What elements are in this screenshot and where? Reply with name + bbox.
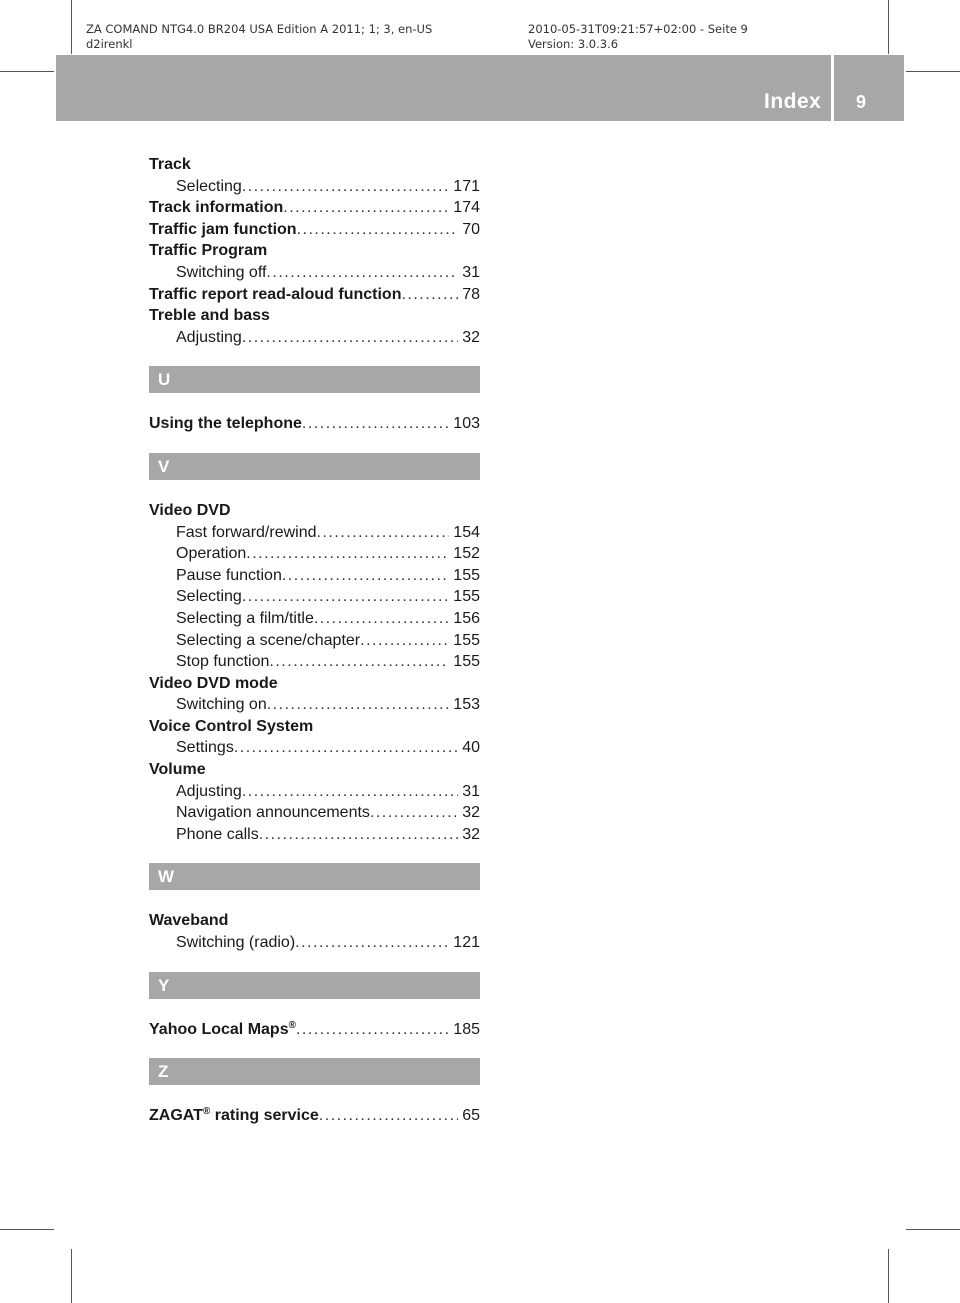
page-ref: 155 — [453, 653, 480, 671]
page-ref: 78 — [462, 285, 480, 303]
index-entry: Adjusting ..... 32 — [149, 327, 480, 349]
index-entry: Traffic jam function ..... 70 — [149, 219, 480, 241]
crop-mark — [888, 1249, 889, 1303]
index-entry: Switching on ..... 153 — [149, 694, 480, 716]
index-column — [149, 154, 480, 1127]
crop-mark — [888, 0, 889, 54]
letter-bar-z: Z — [149, 1058, 480, 1085]
index-entry: Fast forward/rewind ..... 154 — [149, 522, 480, 544]
page-ref: 185 — [453, 1020, 480, 1038]
index-entry: Traffic report read-aloud function ..... 78 — [149, 284, 480, 306]
index-heading: Track — [149, 156, 191, 173]
page-ref: 174 — [453, 199, 480, 217]
page-ref: 154 — [453, 523, 480, 541]
page-ref: 31 — [462, 263, 480, 281]
letter-bar-u: U — [149, 366, 480, 393]
index-entry: Adjusting ..... 31 — [149, 781, 480, 803]
index-entry: Using the telephone ..... 103 — [149, 413, 480, 435]
index-heading: Traffic Program — [149, 242, 268, 260]
print-meta-right — [528, 22, 748, 52]
meta-left-line1: ZA COMAND NTG4.0 BR204 USA Edition A 2011; 1; 3, en-US — [86, 22, 433, 36]
index-entry: Track information ..... 174 — [149, 197, 480, 219]
index-entry: Selecting a scene/chapter ..... 155 — [149, 630, 480, 652]
index-heading: Video DVD — [149, 501, 231, 519]
page-ref: 32 — [462, 804, 480, 822]
index-entry: Pause function ..... 155 — [149, 565, 480, 587]
index-entry: Operation ..... 152 — [149, 543, 480, 565]
index-entry: Switching off ..... 31 — [149, 262, 480, 284]
index-entry: Stop function ..... 155 — [149, 651, 480, 673]
index-heading: Treble and bass — [149, 307, 270, 325]
page-ref: 155 — [453, 588, 480, 606]
index-heading: Video DVD mode — [149, 674, 278, 692]
page-ref: 121 — [453, 934, 480, 952]
crop-mark — [0, 1229, 54, 1230]
page-ref: 155 — [453, 566, 480, 584]
meta-right-line1: 2010-05-31T09:21:57+02:00 - Seite 9 — [528, 22, 748, 36]
meta-left-line2: d2irenkl — [86, 37, 133, 51]
index-entry: ZAGAT® rating service ..... 65 — [149, 1105, 480, 1127]
index-entry: Phone calls ..... 32 — [149, 824, 480, 846]
letter-bar-w: W — [149, 863, 480, 890]
index-entry: Selecting ..... 155 — [149, 586, 480, 608]
crop-mark — [71, 0, 72, 54]
index-entry: Settings ..... 40 — [149, 737, 480, 759]
page-ref: 171 — [453, 177, 480, 195]
page-ref: 152 — [453, 545, 480, 563]
letter-bar-v: V — [149, 453, 480, 480]
index-entry: Navigation announcements ..... 32 — [149, 802, 480, 824]
page-ref: 155 — [453, 631, 480, 649]
crop-mark — [906, 1229, 960, 1230]
index-entry: Selecting a film/title ..... 156 — [149, 608, 480, 630]
registered-mark: ® — [288, 1019, 296, 1031]
page-ref: 153 — [453, 696, 480, 714]
index-heading: Voice Control System — [149, 717, 314, 735]
page-number: 9 — [856, 92, 867, 112]
registered-mark: ® — [202, 1106, 211, 1118]
index-entry: Switching (radio) ..... 121 — [149, 932, 480, 954]
crop-mark — [906, 71, 960, 72]
meta-right-line2: Version: 3.0.3.6 — [528, 37, 619, 51]
page-ref: 40 — [462, 739, 480, 757]
index-heading: Waveband — [149, 912, 229, 930]
index-entry: Yahoo Local Maps® ..... 185 — [149, 1019, 480, 1041]
page-title: Index — [764, 90, 822, 113]
crop-mark — [71, 1249, 72, 1303]
page-ref: 70 — [462, 220, 480, 238]
index-entry: Selecting ..... 171 — [149, 176, 480, 198]
crop-mark — [0, 71, 54, 72]
page-ref: 32 — [462, 825, 480, 843]
page-ref: 65 — [462, 1107, 480, 1125]
page-ref: 103 — [453, 415, 480, 433]
page-ref: 31 — [462, 782, 480, 800]
page-ref: 156 — [453, 609, 480, 627]
index-heading: Volume — [149, 761, 206, 779]
header-divider — [831, 55, 834, 121]
letter-bar-y: Y — [149, 972, 480, 999]
print-meta-left — [86, 22, 432, 52]
page-ref: 32 — [462, 328, 480, 346]
